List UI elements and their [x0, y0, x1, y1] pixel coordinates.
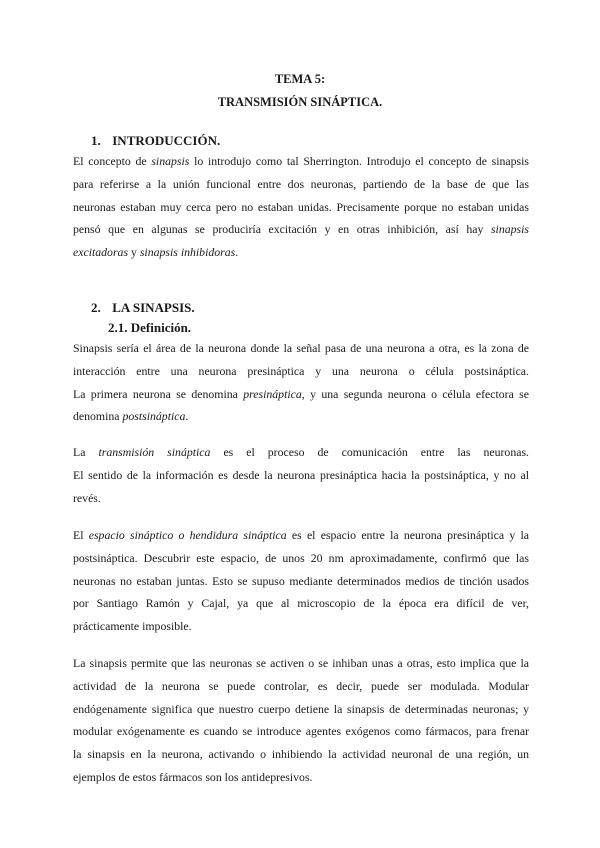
subsection-2-1-heading — [108, 320, 191, 336]
section-2-heading — [91, 300, 195, 316]
section-2-number: 2. — [91, 300, 101, 315]
text-line — [73, 150, 529, 173]
text-line — [73, 743, 529, 766]
text-line — [73, 487, 529, 510]
document-title-line-2: TRANSMISIÓN SINÁPTICA. — [217, 95, 383, 109]
text-segment: . — [235, 245, 239, 260]
text-segment: prácticamente imposible. — [73, 619, 192, 634]
text-segment: El sentido de la información es desde la neurona presináptica hacia la postsináptica, y no al — [73, 467, 529, 482]
emphasized-term: sinapsis — [151, 154, 190, 168]
text-segment: neuronas no estaban juntas. Esto se supuso mediante determinados medios de tinción usados — [73, 573, 529, 588]
text-segment: interacción entre una neurona presináptica y una neurona o célula postsináptica. — [73, 363, 529, 378]
text-segment: La primera neurona se denomina — [73, 386, 244, 401]
text-segment: Sinapsis sería el área de la neurona donde la señal pasa de una neurona a otra, es la zona de — [73, 341, 529, 355]
section-1-title: INTRODUCCIÓN. — [112, 133, 221, 148]
section-1-heading — [91, 133, 220, 149]
text-segment: , y una segunda neurona o célula efectora se — [301, 386, 529, 401]
text-segment: endógenamente significa que nuestro cuerpo detiene la sinapsis de determinadas neuronas; y — [73, 701, 529, 716]
text-line — [73, 241, 529, 264]
section-1-paragraph — [73, 150, 529, 264]
text-segment: actividad de la neurona se puede controlar, es decir, puede ser modulada. Modular — [73, 678, 529, 693]
text-segment: El — [73, 528, 89, 542]
text-segment: ejemplos de estos fármacos son los antidepresivos. — [73, 769, 313, 784]
text-segment: y — [128, 245, 140, 260]
text-segment: por Santiago Ramón y Cajal, ya que al microscopio de la época era difícil de ver, — [73, 596, 529, 611]
definition-paragraph-2 — [73, 441, 529, 509]
text-line — [73, 570, 529, 593]
text-line — [73, 405, 529, 428]
subsection-2-1-number: 2.1. — [108, 320, 128, 335]
emphasized-term: postsináptica — [122, 409, 186, 424]
text-segment: postsináptica. Descubrir este espacio, de unos 20 nm aproximadamente, confirmó que las — [73, 550, 529, 565]
text-line — [73, 547, 529, 570]
emphasized-term: transmisión sináptica — [98, 445, 211, 459]
text-line — [73, 173, 529, 196]
text-segment: denomina — [73, 409, 123, 424]
document-title-line-1: TEMA 5: — [274, 72, 326, 86]
text-segment: es el espacio entre la neurona presináptica y la — [286, 528, 530, 542]
text-segment: modular exógenamente es cuando se introduce agentes exógenos como fármacos, para frenar — [73, 724, 529, 739]
emphasized-term: espacio sináptico o hendidura sináptica — [88, 528, 287, 542]
definition-paragraph-3 — [73, 524, 529, 638]
text-segment: La sinapsis permite que las neuronas se activen o se inhiban unas a otras, esto implica que la — [73, 656, 529, 670]
text-line — [73, 615, 529, 638]
text-segment: La — [73, 445, 99, 459]
text-line — [73, 652, 529, 675]
text-segment: revés. — [73, 490, 101, 505]
text-segment: . — [185, 409, 189, 424]
emphasized-term: sinapsis — [490, 222, 529, 237]
text-line — [73, 360, 529, 383]
text-line — [73, 766, 529, 789]
text-segment: para referirse a la unión funcional entre dos neuronas, partiendo de la base de que las — [73, 176, 529, 191]
text-line — [73, 218, 529, 241]
text-segment: El concepto de — [73, 154, 152, 168]
definition-paragraph-4 — [73, 652, 529, 789]
text-line — [73, 383, 529, 406]
section-2-title: LA SINAPSIS. — [112, 300, 195, 315]
text-line — [73, 196, 529, 219]
emphasized-term: presináptica — [243, 386, 302, 401]
text-line — [73, 675, 529, 698]
text-line — [73, 524, 529, 547]
emphasized-term: excitadoras — [73, 245, 129, 260]
text-segment: es el proceso de comunicación entre las neuronas. — [210, 445, 530, 459]
subsection-2-1-title: Definición. — [130, 320, 192, 335]
text-line — [73, 592, 529, 615]
text-segment: lo introdujo como tal Sherrington. Introdujo el concepto de sinapsis — [189, 154, 529, 168]
text-line — [73, 441, 529, 464]
text-line — [73, 698, 529, 721]
text-segment: pensó que en algunas se produciría excitación y en otras inhibición, así hay — [73, 222, 491, 237]
text-segment: la sinapsis en la neurona, activando o inhibiendo la actividad neuronal de una región, un — [73, 747, 529, 762]
text-line — [73, 720, 529, 743]
definition-paragraph-1 — [73, 337, 529, 428]
text-segment: neuronas estaban muy cerca pero no estaban unidas. Precisamente porque no estaban unidas — [73, 199, 529, 214]
text-line — [73, 337, 529, 360]
section-1-number: 1. — [91, 133, 101, 148]
text-line — [73, 464, 529, 487]
emphasized-term: sinapsis inhibidoras — [139, 245, 236, 260]
